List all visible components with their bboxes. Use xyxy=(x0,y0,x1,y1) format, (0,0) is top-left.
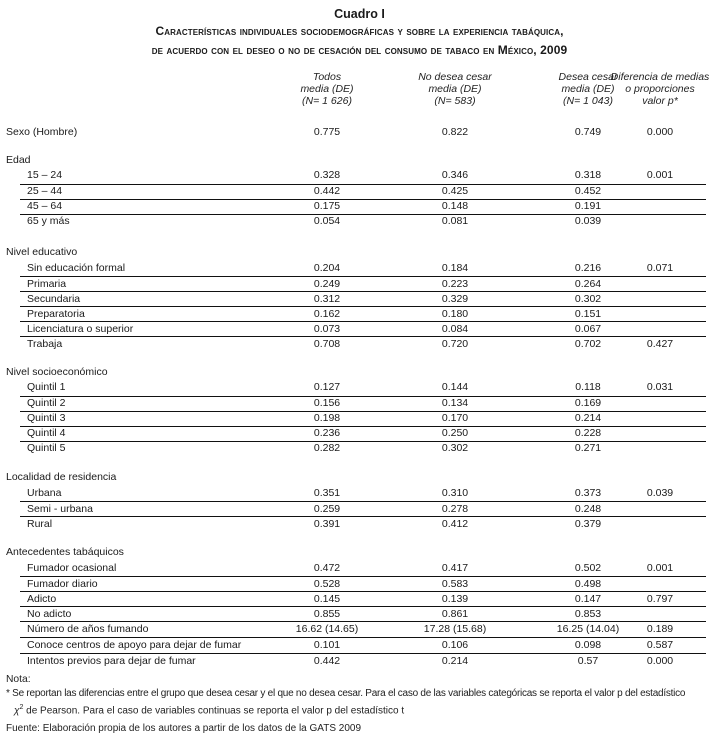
table-row xyxy=(0,577,719,592)
cell-no-desea: 0.250 xyxy=(441,427,469,439)
row-label: No adicto xyxy=(27,608,72,620)
cell-todos: 0.351 xyxy=(313,487,341,499)
column-header-line: (N= 1 043) xyxy=(563,95,613,107)
cell-pvalue: 0.000 xyxy=(646,655,674,667)
row-label: Primaria xyxy=(27,278,67,290)
row-label: Quintil 5 xyxy=(27,442,66,454)
row-label: Quintil 2 xyxy=(27,397,66,409)
row-label: 65 y más xyxy=(27,215,70,227)
row-label: Secundaria xyxy=(27,293,81,305)
cell-todos: 0.236 xyxy=(313,427,341,439)
group-label-localidad: Localidad de residencia xyxy=(6,471,117,483)
cell-no-desea: 0.170 xyxy=(441,412,469,424)
table-row xyxy=(0,292,719,307)
cell-desea: 0.57 xyxy=(577,655,599,667)
table-row xyxy=(0,261,719,276)
table-row xyxy=(0,337,719,352)
cell-pvalue: 0.587 xyxy=(646,639,674,651)
cell-pvalue: 0.797 xyxy=(646,593,674,605)
cell-todos: 0.312 xyxy=(313,293,341,305)
cell-todos: 0.855 xyxy=(313,608,341,620)
chi-symbol: χ xyxy=(14,705,20,717)
cell-no-desea: 0.417 xyxy=(441,562,469,574)
cell-no-desea: 0.134 xyxy=(441,397,469,409)
cell-pvalue: 0.071 xyxy=(646,262,674,274)
cell-no-desea: 0.223 xyxy=(441,278,469,290)
row-label: Fumador ocasional xyxy=(27,562,117,574)
table-row xyxy=(0,638,719,653)
note-footnote-line-1: * Se reportan las diferencias entre el grupo que desea cesar y el que no desea cesar. Para el caso de las variables categóricas se reporta el valor p del estadístico xyxy=(6,688,686,699)
cell-desea: 0.271 xyxy=(574,442,602,454)
table-row xyxy=(0,561,719,576)
row-label: Trabaja xyxy=(27,338,63,350)
cell-desea: 0.214 xyxy=(574,412,602,424)
row-label: Semi - urbana xyxy=(27,503,93,515)
column-header-todos xyxy=(272,71,382,107)
cell-no-desea: 0.329 xyxy=(441,293,469,305)
row-label: 25 – 44 xyxy=(27,185,63,197)
cell-no-desea: 17.28 (15.68) xyxy=(423,623,487,635)
cell-todos: 0.775 xyxy=(313,126,341,138)
row-label: Quintil 3 xyxy=(27,412,66,424)
table-row xyxy=(0,502,719,517)
column-header-no-desea xyxy=(400,71,510,107)
group-label-edad: Edad xyxy=(6,154,31,166)
group-label-nivel-socioeconomico: Nivel socioeconómico xyxy=(6,366,108,378)
cell-no-desea: 0.184 xyxy=(441,262,469,274)
cell-todos: 0.175 xyxy=(313,200,341,212)
cell-pvalue: 0.001 xyxy=(646,169,674,181)
table-title-line-1: Características individuales sociodemográficas y sobre la experiencia tabáquica, xyxy=(155,24,564,38)
note-label: Nota: xyxy=(6,674,31,685)
cell-desea: 0.702 xyxy=(574,338,602,350)
cell-no-desea: 0.081 xyxy=(441,215,469,227)
cell-no-desea: 0.148 xyxy=(441,200,469,212)
cell-desea: 0.147 xyxy=(574,593,602,605)
column-header-line: valor p* xyxy=(642,95,678,107)
table-row xyxy=(0,307,719,322)
cell-no-desea: 0.106 xyxy=(441,639,469,651)
cell-todos: 0.528 xyxy=(313,578,341,590)
table-title-line-2: de acuerdo con el deseo o no de cesación del consumo de tabaco en México, 2009 xyxy=(151,43,568,57)
row-label: Preparatoria xyxy=(27,308,85,320)
table-row xyxy=(0,486,719,501)
cell-no-desea: 0.720 xyxy=(441,338,469,350)
table-row xyxy=(0,622,719,637)
cell-todos: 0.073 xyxy=(313,323,341,335)
table-row xyxy=(0,380,719,395)
row-label: Fumador diario xyxy=(27,578,98,590)
column-header-line: (N= 1 626) xyxy=(302,95,352,107)
cell-desea: 0.379 xyxy=(574,518,602,530)
cell-desea: 0.151 xyxy=(574,308,602,320)
cell-no-desea: 0.346 xyxy=(441,169,469,181)
cell-desea: 0.373 xyxy=(574,487,602,499)
table-row xyxy=(0,411,719,426)
cell-todos: 0.156 xyxy=(313,397,341,409)
table-row xyxy=(0,654,719,669)
table-row xyxy=(0,322,719,337)
cell-no-desea: 0.302 xyxy=(441,442,469,454)
cell-todos: 0.101 xyxy=(313,639,341,651)
cell-no-desea: 0.822 xyxy=(441,126,469,138)
cell-desea: 0.098 xyxy=(574,639,602,651)
chi-superscript: 2 xyxy=(19,704,24,711)
cell-no-desea: 0.310 xyxy=(441,487,469,499)
row-label: Rural xyxy=(27,518,53,530)
column-header-line: Todos xyxy=(312,71,342,83)
row-label: Número de años fumando xyxy=(27,623,149,635)
column-header-line: media (DE) xyxy=(300,83,354,95)
cell-desea: 0.248 xyxy=(574,503,602,515)
cell-desea: 0.502 xyxy=(574,562,602,574)
cell-todos: 0.472 xyxy=(313,562,341,574)
row-label: Sin educación formal xyxy=(27,262,126,274)
cell-todos: 16.62 (14.65) xyxy=(295,623,359,635)
column-header-pvalue xyxy=(596,71,719,107)
cell-no-desea: 0.139 xyxy=(441,593,469,605)
row-label: Conoce centros de apoyo para dejar de fumar xyxy=(27,639,242,651)
cell-todos: 0.442 xyxy=(313,655,341,667)
cell-desea: 16.25 (14.04) xyxy=(556,623,620,635)
cell-desea: 0.302 xyxy=(574,293,602,305)
cell-no-desea: 0.425 xyxy=(441,185,469,197)
column-header-line: Diferencia de medias xyxy=(610,71,710,83)
table-row xyxy=(0,184,719,199)
cell-no-desea: 0.214 xyxy=(441,655,469,667)
source-note: Fuente: Elaboración propia de los autores a partir de los datos de la GATS 2009 xyxy=(6,723,362,734)
cell-desea: 0.853 xyxy=(574,608,602,620)
cell-pvalue: 0.039 xyxy=(646,487,674,499)
table-row xyxy=(0,441,719,456)
cell-desea: 0.318 xyxy=(574,169,602,181)
cell-todos: 0.198 xyxy=(313,412,341,424)
cell-pvalue: 0.427 xyxy=(646,338,674,350)
cell-pvalue: 0.189 xyxy=(646,623,674,635)
row-label: Licenciatura o superior xyxy=(27,323,134,335)
cell-desea: 0.191 xyxy=(574,200,602,212)
table-row xyxy=(0,199,719,214)
cell-pvalue: 0.001 xyxy=(646,562,674,574)
cell-todos: 0.391 xyxy=(313,518,341,530)
table-number: Cuadro I xyxy=(334,7,385,21)
table-row xyxy=(0,214,719,229)
cell-desea: 0.452 xyxy=(574,185,602,197)
group-label-antecedentes: Antecedentes tabáquicos xyxy=(6,546,124,558)
row-label: Urbana xyxy=(27,487,62,499)
column-header-line: Desea cesar xyxy=(558,71,618,83)
table-row xyxy=(0,396,719,411)
column-header-line: (N= 583) xyxy=(434,95,476,107)
cell-todos: 0.708 xyxy=(313,338,341,350)
row-label: Quintil 1 xyxy=(27,381,66,393)
row-label: Quintil 4 xyxy=(27,427,66,439)
cell-pvalue: 0.000 xyxy=(646,126,674,138)
column-header-line: media (DE) xyxy=(428,83,482,95)
cell-no-desea: 0.412 xyxy=(441,518,469,530)
table-row xyxy=(0,277,719,292)
table-caption xyxy=(0,0,719,60)
cell-no-desea: 0.144 xyxy=(441,381,469,393)
row-label: Intentos previos para dejar de fumar xyxy=(27,655,196,667)
cell-todos: 0.282 xyxy=(313,442,341,454)
cell-todos: 0.204 xyxy=(313,262,341,274)
table-row xyxy=(0,168,719,183)
row-label: Adicto xyxy=(27,593,57,605)
cell-pvalue: 0.031 xyxy=(646,381,674,393)
note-footnote-line-2 xyxy=(14,701,404,718)
cell-desea: 0.228 xyxy=(574,427,602,439)
cell-desea: 0.169 xyxy=(574,397,602,409)
table-row xyxy=(0,592,719,607)
cell-todos: 0.145 xyxy=(313,593,341,605)
note-footnote-text: de Pearson. Para el caso de variables continuas se reporta el valor p del estadístico t xyxy=(23,705,405,717)
cell-todos: 0.162 xyxy=(313,308,341,320)
cell-desea: 0.749 xyxy=(574,126,602,138)
table-row xyxy=(0,607,719,622)
row-label: 15 – 24 xyxy=(27,169,63,181)
cell-desea: 0.067 xyxy=(574,323,602,335)
cell-desea: 0.039 xyxy=(574,215,602,227)
table-row xyxy=(0,426,719,441)
row-label: Sexo (Hombre) xyxy=(6,126,78,138)
cell-desea: 0.118 xyxy=(575,381,601,393)
cell-todos: 0.249 xyxy=(313,278,341,290)
row-label: 45 – 64 xyxy=(27,200,63,212)
cell-no-desea: 0.583 xyxy=(441,578,469,590)
cell-desea: 0.264 xyxy=(574,278,602,290)
column-header-line: media (DE) xyxy=(561,83,615,95)
cell-no-desea: 0.180 xyxy=(441,308,469,320)
cell-no-desea: 0.084 xyxy=(441,323,469,335)
group-label-nivel-educativo: Nivel educativo xyxy=(6,246,78,258)
table-row xyxy=(0,517,719,532)
cell-todos: 0.328 xyxy=(313,169,341,181)
cell-no-desea: 0.278 xyxy=(441,503,469,515)
cell-todos: 0.442 xyxy=(313,185,341,197)
table-row-sexo xyxy=(0,125,719,140)
cell-desea: 0.498 xyxy=(574,578,602,590)
column-header-line: No desea cesar xyxy=(418,71,492,83)
cell-no-desea: 0.861 xyxy=(441,608,469,620)
cell-todos: 0.127 xyxy=(313,381,341,393)
column-header-line: o proporciones xyxy=(625,83,695,95)
cell-desea: 0.216 xyxy=(574,262,602,274)
cell-todos: 0.259 xyxy=(313,503,341,515)
cell-todos: 0.054 xyxy=(313,215,341,227)
